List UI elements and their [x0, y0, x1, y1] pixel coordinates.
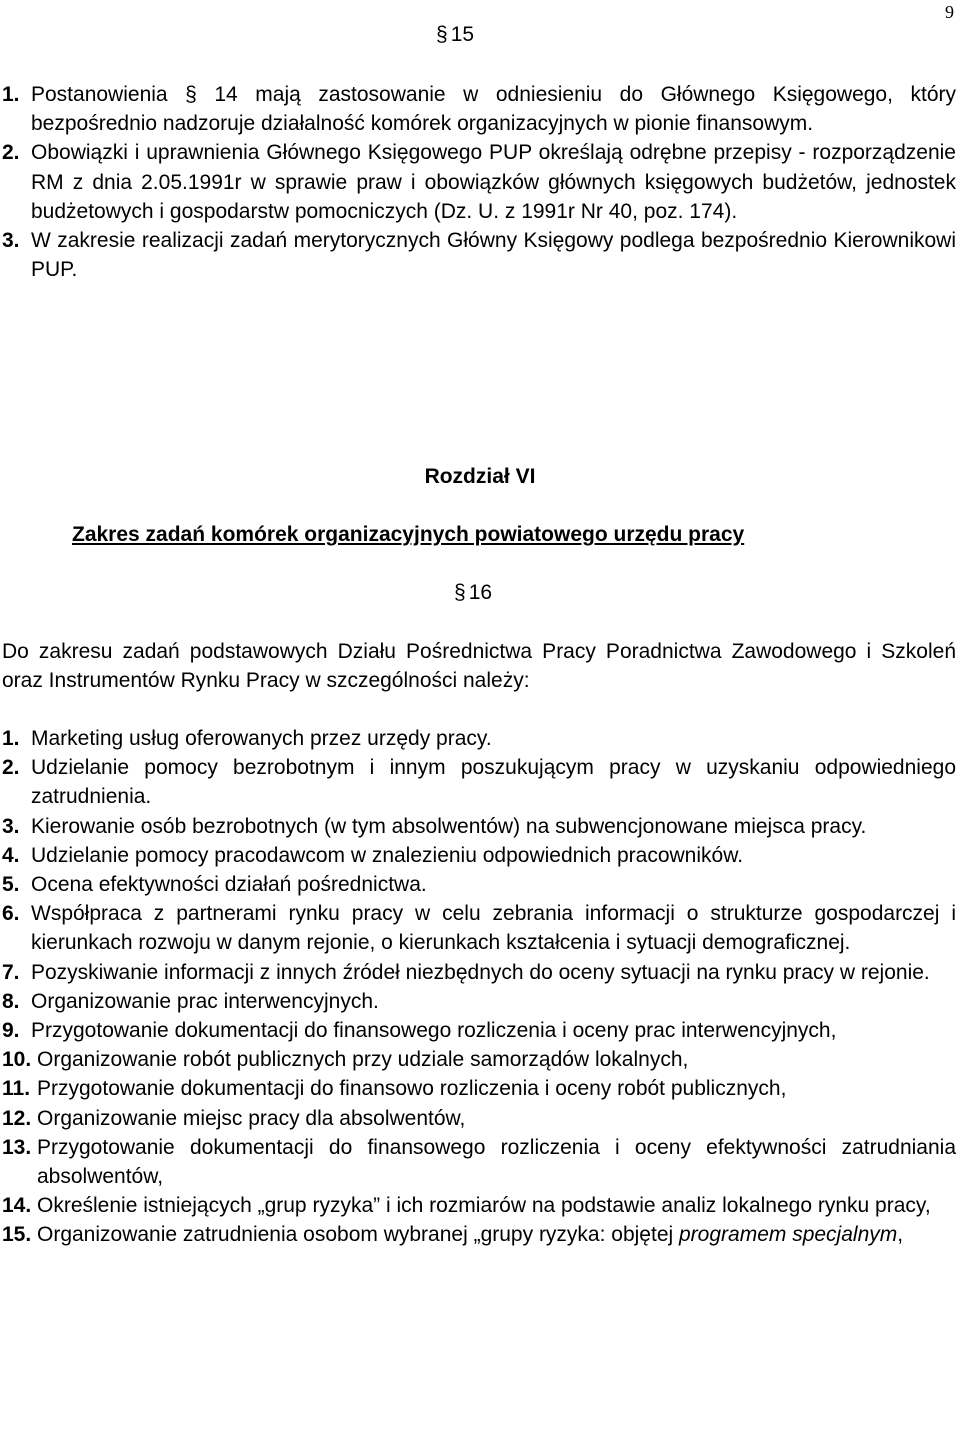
item-number: 14.	[2, 1194, 32, 1218]
item-text: Współpraca z partnerami rynku pracy w celu zebrania informacji o strukturze gospodarczej i kierunkach rozwoju w danym rejonie, o kierunkach kształcenia i sytuacji demograficznej.	[31, 902, 956, 955]
item-text: Obowiązki i uprawnienia Głównego Księgowego PUP określają odrębne przepisy - rozporządzenie RM z dnia 2.05.1991r w sprawie praw i obowiązków głównych księgowych budżetów, jednostek budżetowych i gospodarstw pomocniczych (Dz. U. z 1991r Nr 40, poz. 174).	[31, 141, 956, 223]
item-text: Organizowanie miejsc pracy dla absolwentów,	[37, 1106, 466, 1130]
chapter-subtitle: Zakres zadań komórek organizacyjnych powiatowego urzędu pracy	[72, 523, 745, 546]
item-text-tail: ,	[897, 1223, 904, 1247]
list-item	[2, 1133, 956, 1191]
item-number: 6.	[2, 902, 20, 926]
list-item	[2, 899, 956, 957]
item-text-plain: Organizowanie zatrudnienia osobom wybranej „grupy ryzyka: objętej	[37, 1223, 679, 1247]
list-item	[2, 80, 956, 138]
section-16-heading	[454, 578, 492, 607]
item-number: 2.	[2, 141, 20, 165]
list-item	[2, 1016, 956, 1045]
item-text: Kierowanie osób bezrobotnych (w tym absolwentów) na subwencjonowane miejsca pracy.	[31, 814, 867, 838]
item-text: Organizowanie robót publicznych przy udziale samorządów lokalnych,	[37, 1048, 689, 1072]
item-text: Udzielanie pomocy bezrobotnym i innym poszukującym pracy w uzyskaniu odpowiedniego zatrudnienia.	[31, 756, 956, 809]
item-text: Pozyskiwanie informacji z innych źródeł niezbędnych do oceny sytuacji na rynku pracy w rejonie.	[31, 960, 930, 984]
list-item	[2, 841, 956, 870]
item-number: 2.	[2, 756, 20, 780]
item-number: 8.	[2, 989, 20, 1013]
list-item	[2, 987, 956, 1016]
item-number: 4.	[2, 843, 20, 867]
list-item	[2, 1220, 956, 1249]
item-number: 9.	[2, 1019, 20, 1043]
chapter-title: Rozdział VI	[424, 465, 536, 488]
section-16-intro: Do zakresu zadań podstawowych Działu Pośrednictwa Pracy Poradnictwa Zawodowego i Szkoleń oraz Instrumentów Rynku Pracy w szczególności należy:	[2, 640, 956, 693]
item-text	[37, 1220, 956, 1249]
item-text: Przygotowanie dokumentacji do finansowego rozliczenia i oceny prac interwencyjnych,	[31, 1019, 837, 1043]
list-item	[2, 1045, 956, 1074]
item-number: 1.	[2, 83, 20, 106]
list-item	[2, 1074, 956, 1103]
item-number: 1.	[2, 727, 20, 750]
list-item	[2, 1191, 956, 1220]
item-text: Marketing usług oferowanych przez urzędy pracy.	[31, 727, 492, 750]
item-text: Określenie istniejących „grup ryzyka” i ich rozmiarów na podstawie analiz lokalnego rynku pracy,	[37, 1194, 931, 1218]
list-item	[2, 958, 956, 987]
item-number: 3.	[2, 814, 20, 838]
item-number: 13.	[2, 1135, 32, 1159]
list-item	[2, 1104, 956, 1133]
item-number: 5.	[2, 873, 20, 897]
list-item	[2, 724, 956, 753]
section-number: 15	[450, 23, 475, 46]
list-item	[2, 226, 956, 284]
item-text: Przygotowanie dokumentacji do finansowo rozliczenia i oceny robót publicznych,	[37, 1077, 787, 1101]
item-number: 3.	[2, 229, 20, 253]
item-number: 15.	[2, 1223, 32, 1247]
section-15-list	[2, 80, 956, 284]
list-item	[2, 753, 956, 811]
item-text: Postanowienia § 14 mają zastosowanie w odniesieniu do Głównego Księgowego, który bezpośrednio nadzoruje działalność komórek organizacyjnych w pionie finansowym.	[31, 83, 956, 136]
list-item	[2, 870, 956, 899]
section-number: 16	[468, 581, 493, 604]
item-text: Organizowanie prac interwencyjnych.	[31, 989, 379, 1013]
item-number: 10.	[2, 1048, 32, 1072]
section-sign-icon: §	[454, 581, 466, 604]
item-number: 11.	[2, 1077, 31, 1101]
list-item	[2, 138, 956, 226]
item-number: 12.	[2, 1106, 32, 1130]
section-16-list	[2, 724, 956, 1250]
page-number: 9	[945, 2, 954, 22]
section-sign-icon: §	[436, 23, 448, 46]
section-15-heading	[436, 20, 474, 49]
item-text: Udzielanie pomocy pracodawcom w znalezieniu odpowiednich pracowników.	[31, 843, 744, 867]
item-number: 7.	[2, 960, 20, 984]
item-text: W zakresie realizacji zadań merytorycznych Główny Księgowy podlega bezpośrednio Kierownikowi PUP.	[31, 229, 956, 282]
item-text: Ocena efektywności działań pośrednictwa.	[31, 873, 427, 897]
list-item	[2, 812, 956, 841]
item-text: Przygotowanie dokumentacji do finansowego rozliczenia i oceny efektywności zatrudniania absolwentów,	[37, 1135, 956, 1189]
item-text-italic: programem specjalnym	[679, 1223, 898, 1247]
